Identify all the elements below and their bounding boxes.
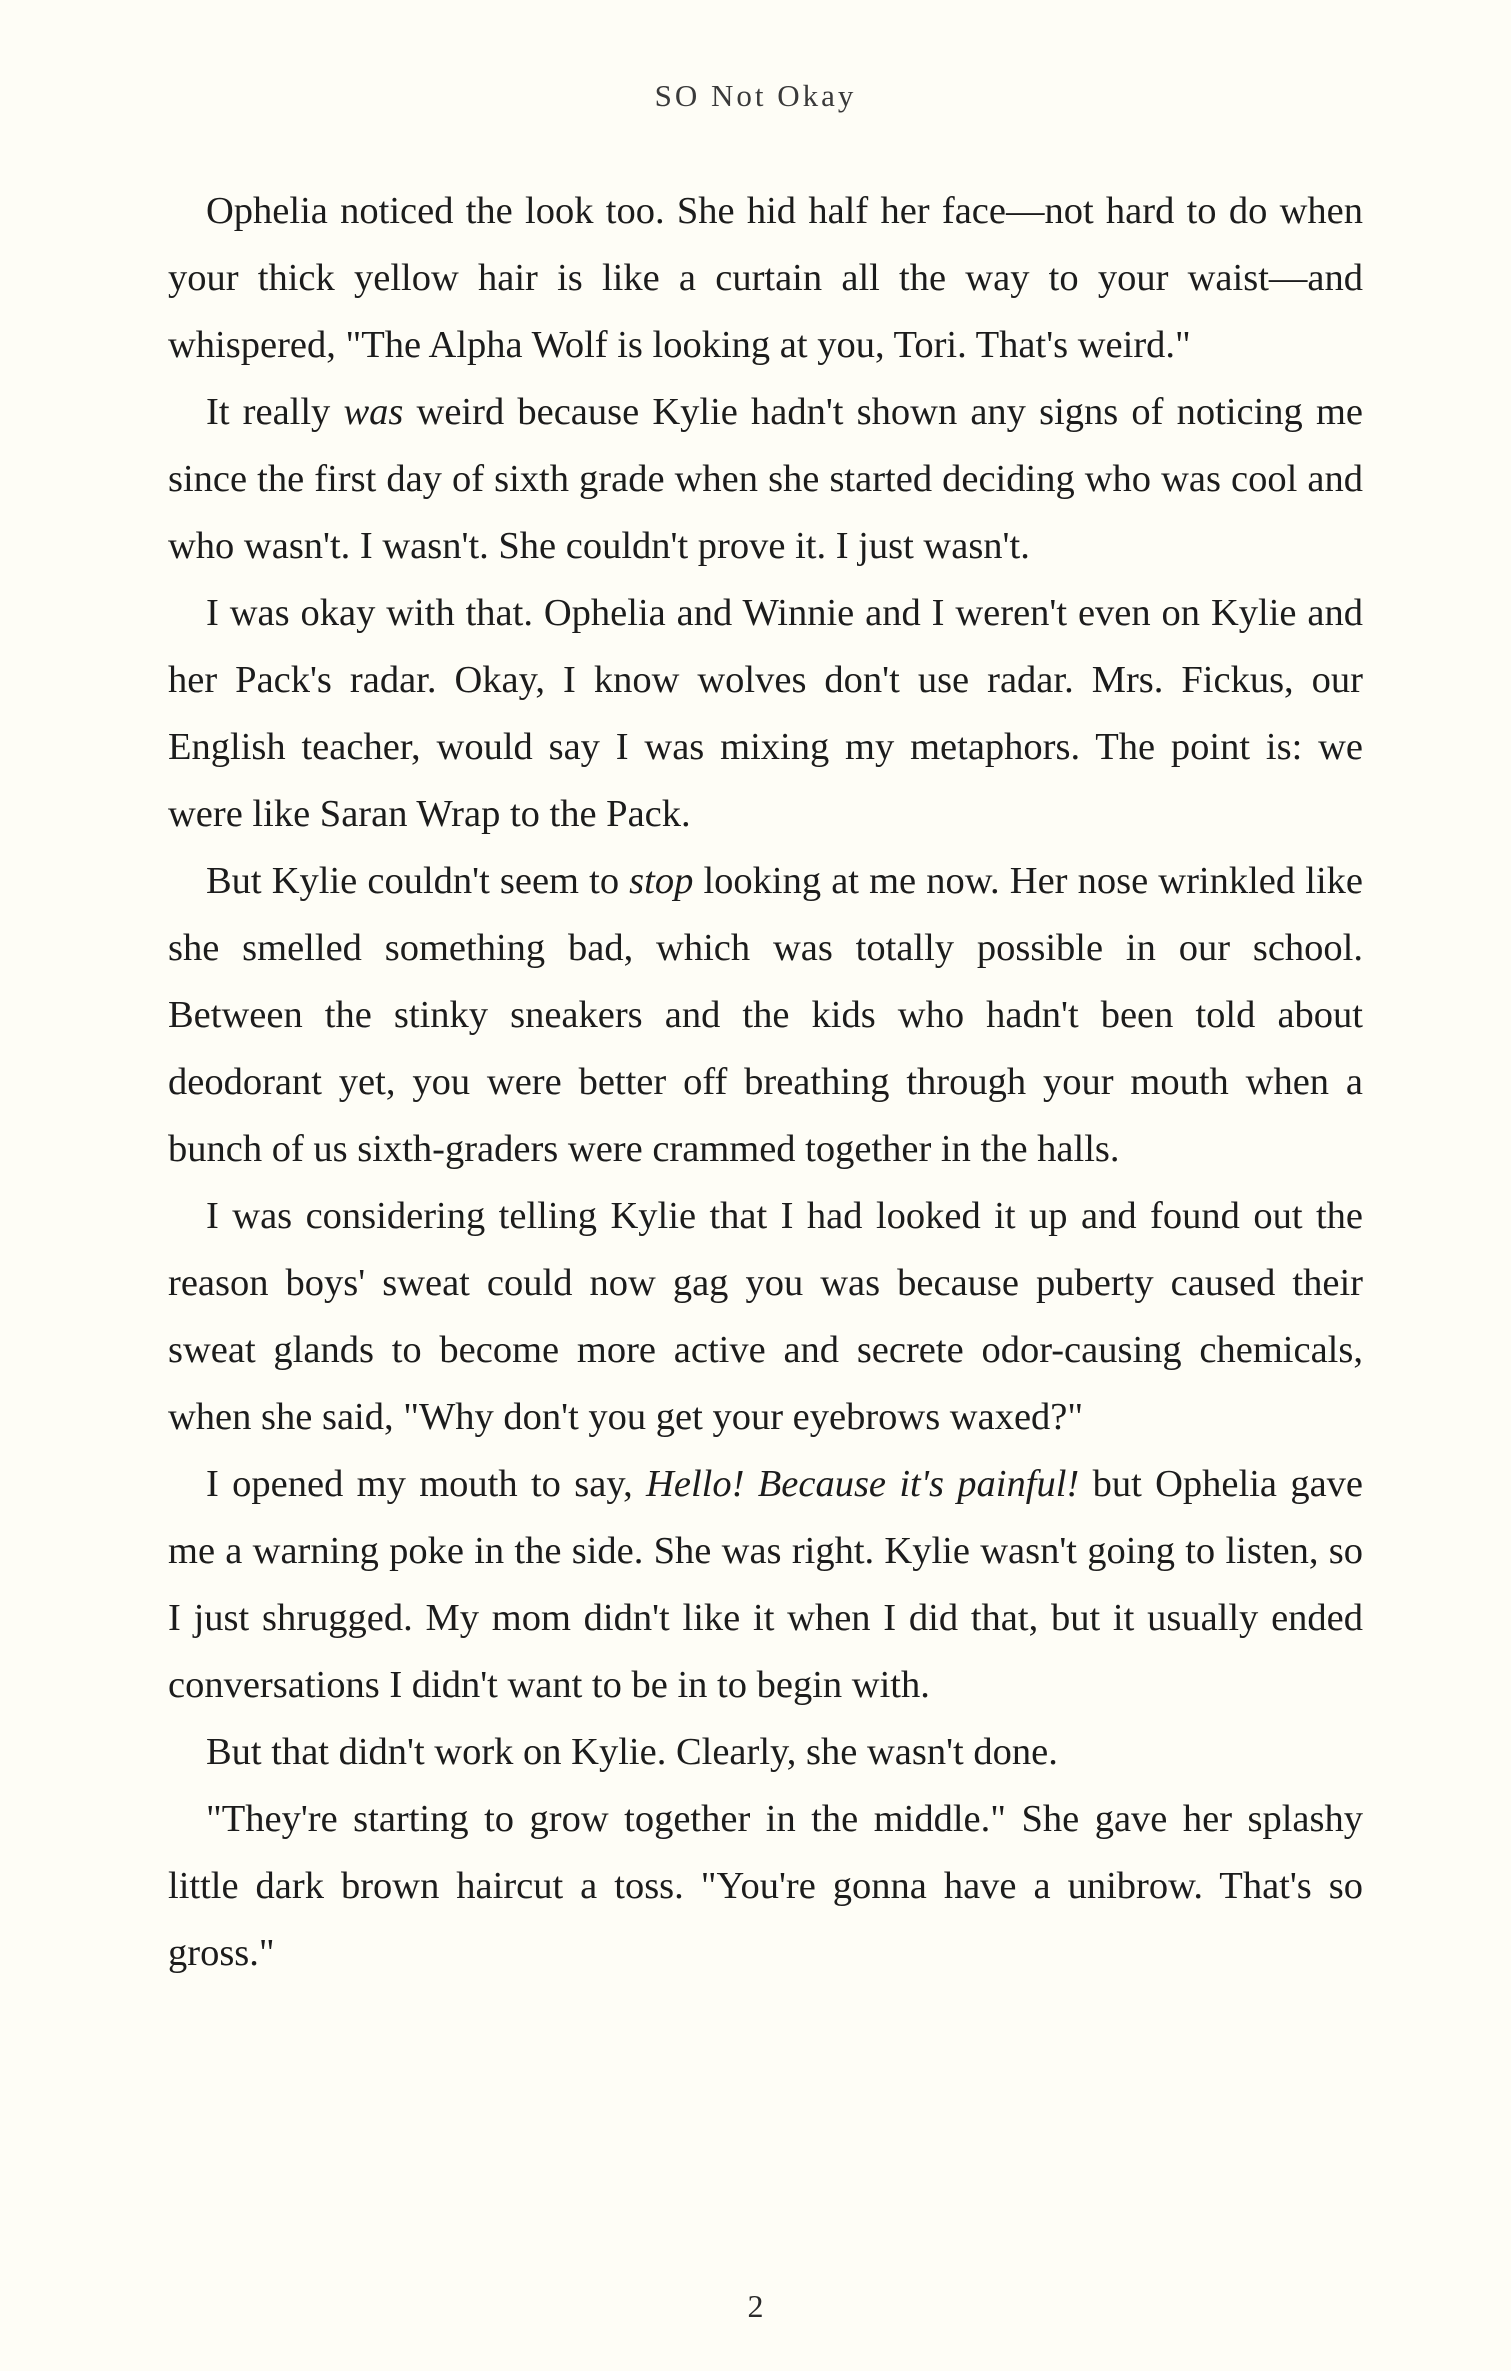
paragraph-text: Ophelia noticed the look too. She hid half her face—not hard to do when your thick yellow hair is like a curtain all the way to your waist—and whispered, "The Alpha Wolf is looking at you, Tori. That's weird." bbox=[168, 190, 1363, 366]
paragraph-text: I was considering telling Kylie that I had looked it up and found out the reason boys' sweat could now gag you was because puberty caused their sweat glands to become more active and secrete odor-causing chemicals, when she said, "Why don't you get your eyebrows waxed?" bbox=[168, 1195, 1363, 1438]
paragraph-7 bbox=[168, 1719, 1363, 1786]
paragraph-text: looking at me now. Her nose wrinkled like she smelled something bad, which was totally possible in our school. Between the stinky sneakers and the kids who hadn't been told about deodorant yet, you were better off breathing through your mouth when a bunch of us sixth-graders were crammed together in the halls. bbox=[168, 860, 1363, 1170]
paragraph-8 bbox=[168, 1786, 1363, 1987]
paragraph-text: "They're starting to grow together in the middle." She gave her splashy little dark brown haircut a toss. "You're gonna have a unibrow. That's so gross." bbox=[168, 1798, 1363, 1974]
paragraph-3 bbox=[168, 580, 1363, 848]
emphasis-text: Hello! Because it's painful! bbox=[646, 1463, 1080, 1505]
paragraph-text: but Ophelia gave me a warning poke in the side. She was right. Kylie wasn't going to listen, so I just shrugged. My mom didn't like it when I did that, but it usually ended conversations I didn't want to be in to begin with. bbox=[168, 1463, 1363, 1706]
emphasis-text: was bbox=[343, 391, 404, 433]
paragraph-text: weird because Kylie hadn't shown any signs of noticing me since the first day of sixth grade when she started deciding who was cool and who wasn't. I wasn't. She couldn't prove it. I just wasn't. bbox=[168, 391, 1363, 567]
paragraph-text: It really bbox=[206, 391, 344, 433]
paragraph-text: I opened my mouth to say, bbox=[206, 1463, 647, 1505]
running-header: SO Not Okay bbox=[654, 78, 857, 113]
page-number: 2 bbox=[747, 2288, 764, 2324]
body-text bbox=[168, 178, 1363, 1987]
paragraph-text: I was okay with that. Ophelia and Winnie and I weren't even on Kylie and her Pack's radar. Okay, I know wolves don't use radar. Mrs. Fickus, our English teacher, would say I was mixing my metaphors. The point is: we were like Saran Wrap to the Pack. bbox=[168, 592, 1363, 835]
paragraph-4 bbox=[168, 848, 1363, 1183]
paragraph-1 bbox=[168, 178, 1363, 379]
paragraph-2 bbox=[168, 379, 1363, 580]
paragraph-6 bbox=[168, 1451, 1363, 1719]
paragraph-5 bbox=[168, 1183, 1363, 1451]
paragraph-text: But Kylie couldn't seem to bbox=[206, 860, 630, 902]
paragraph-text: But that didn't work on Kylie. Clearly, she wasn't done. bbox=[206, 1731, 1058, 1773]
emphasis-text: stop bbox=[629, 860, 694, 902]
